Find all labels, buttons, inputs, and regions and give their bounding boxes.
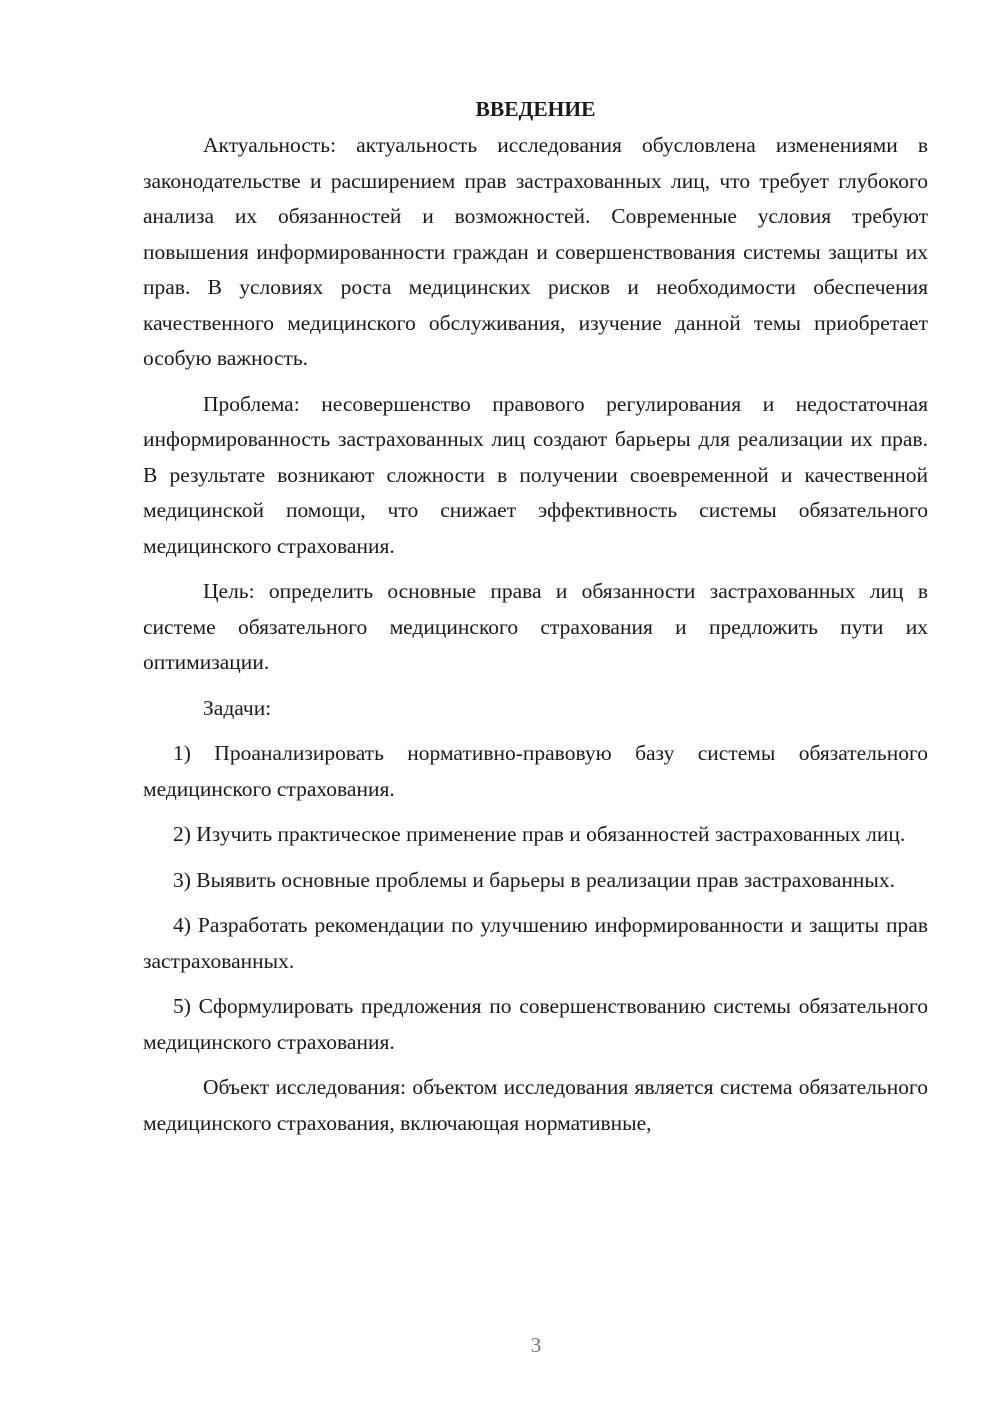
page-number: 3 [530, 1333, 542, 1357]
tasks-list [143, 736, 928, 1060]
problem-paragraph: Проблема: несовершенство правового регулирования и недостаточная информированность застрахованных лиц создают барьеры для реализации их прав. В результате возникают сложности в получении своевременной и качественной медицинской помощи, что снижает эффективность системы обязательного медицинского страхования. [143, 391, 928, 558]
goal-paragraph: Цель: определить основные права и обязанности застрахованных лиц в системе обязательного медицинского страхования и предложить пути их оптимизации. [143, 579, 928, 674]
task-item: 2) Изучить практическое применение прав и обязанностей застрахованных лиц. [173, 822, 906, 846]
task-item: 5) Сформулировать предложения по совершенствованию системы обязательного медицинского страхования. [143, 994, 928, 1054]
tasks-label: Задачи: [203, 695, 272, 720]
object-paragraph: Объект исследования: объектом исследования является система обязательного медицинского страхования, включающая нормативные, [143, 1075, 928, 1135]
task-item: 1) Проанализировать нормативно-правовую базу системы обязательного медицинского страхования. [143, 741, 928, 801]
task-item: 4) Разработать рекомендации по улучшению информированности и защиты прав застрахованных. [143, 913, 928, 973]
task-item: 3) Выявить основные проблемы и барьеры в реализации прав застрахованных. [173, 867, 895, 892]
section-heading: ВВЕДЕНИЕ [475, 97, 596, 121]
page-content [143, 92, 928, 1151]
relevance-paragraph: Актуальность: актуальность исследования обусловлена изменениями в законодательстве и расширением прав застрахованных лиц, что требует глубокого анализа их обязанностей и возможностей. Современные условия требуют повышения информированности граждан и совершенствования системы защиты их прав. В условиях роста медицинских рисков и необходимости обеспечения качественного медицинского обслуживания, изучение данной темы приобретает особую важность. [143, 133, 928, 370]
